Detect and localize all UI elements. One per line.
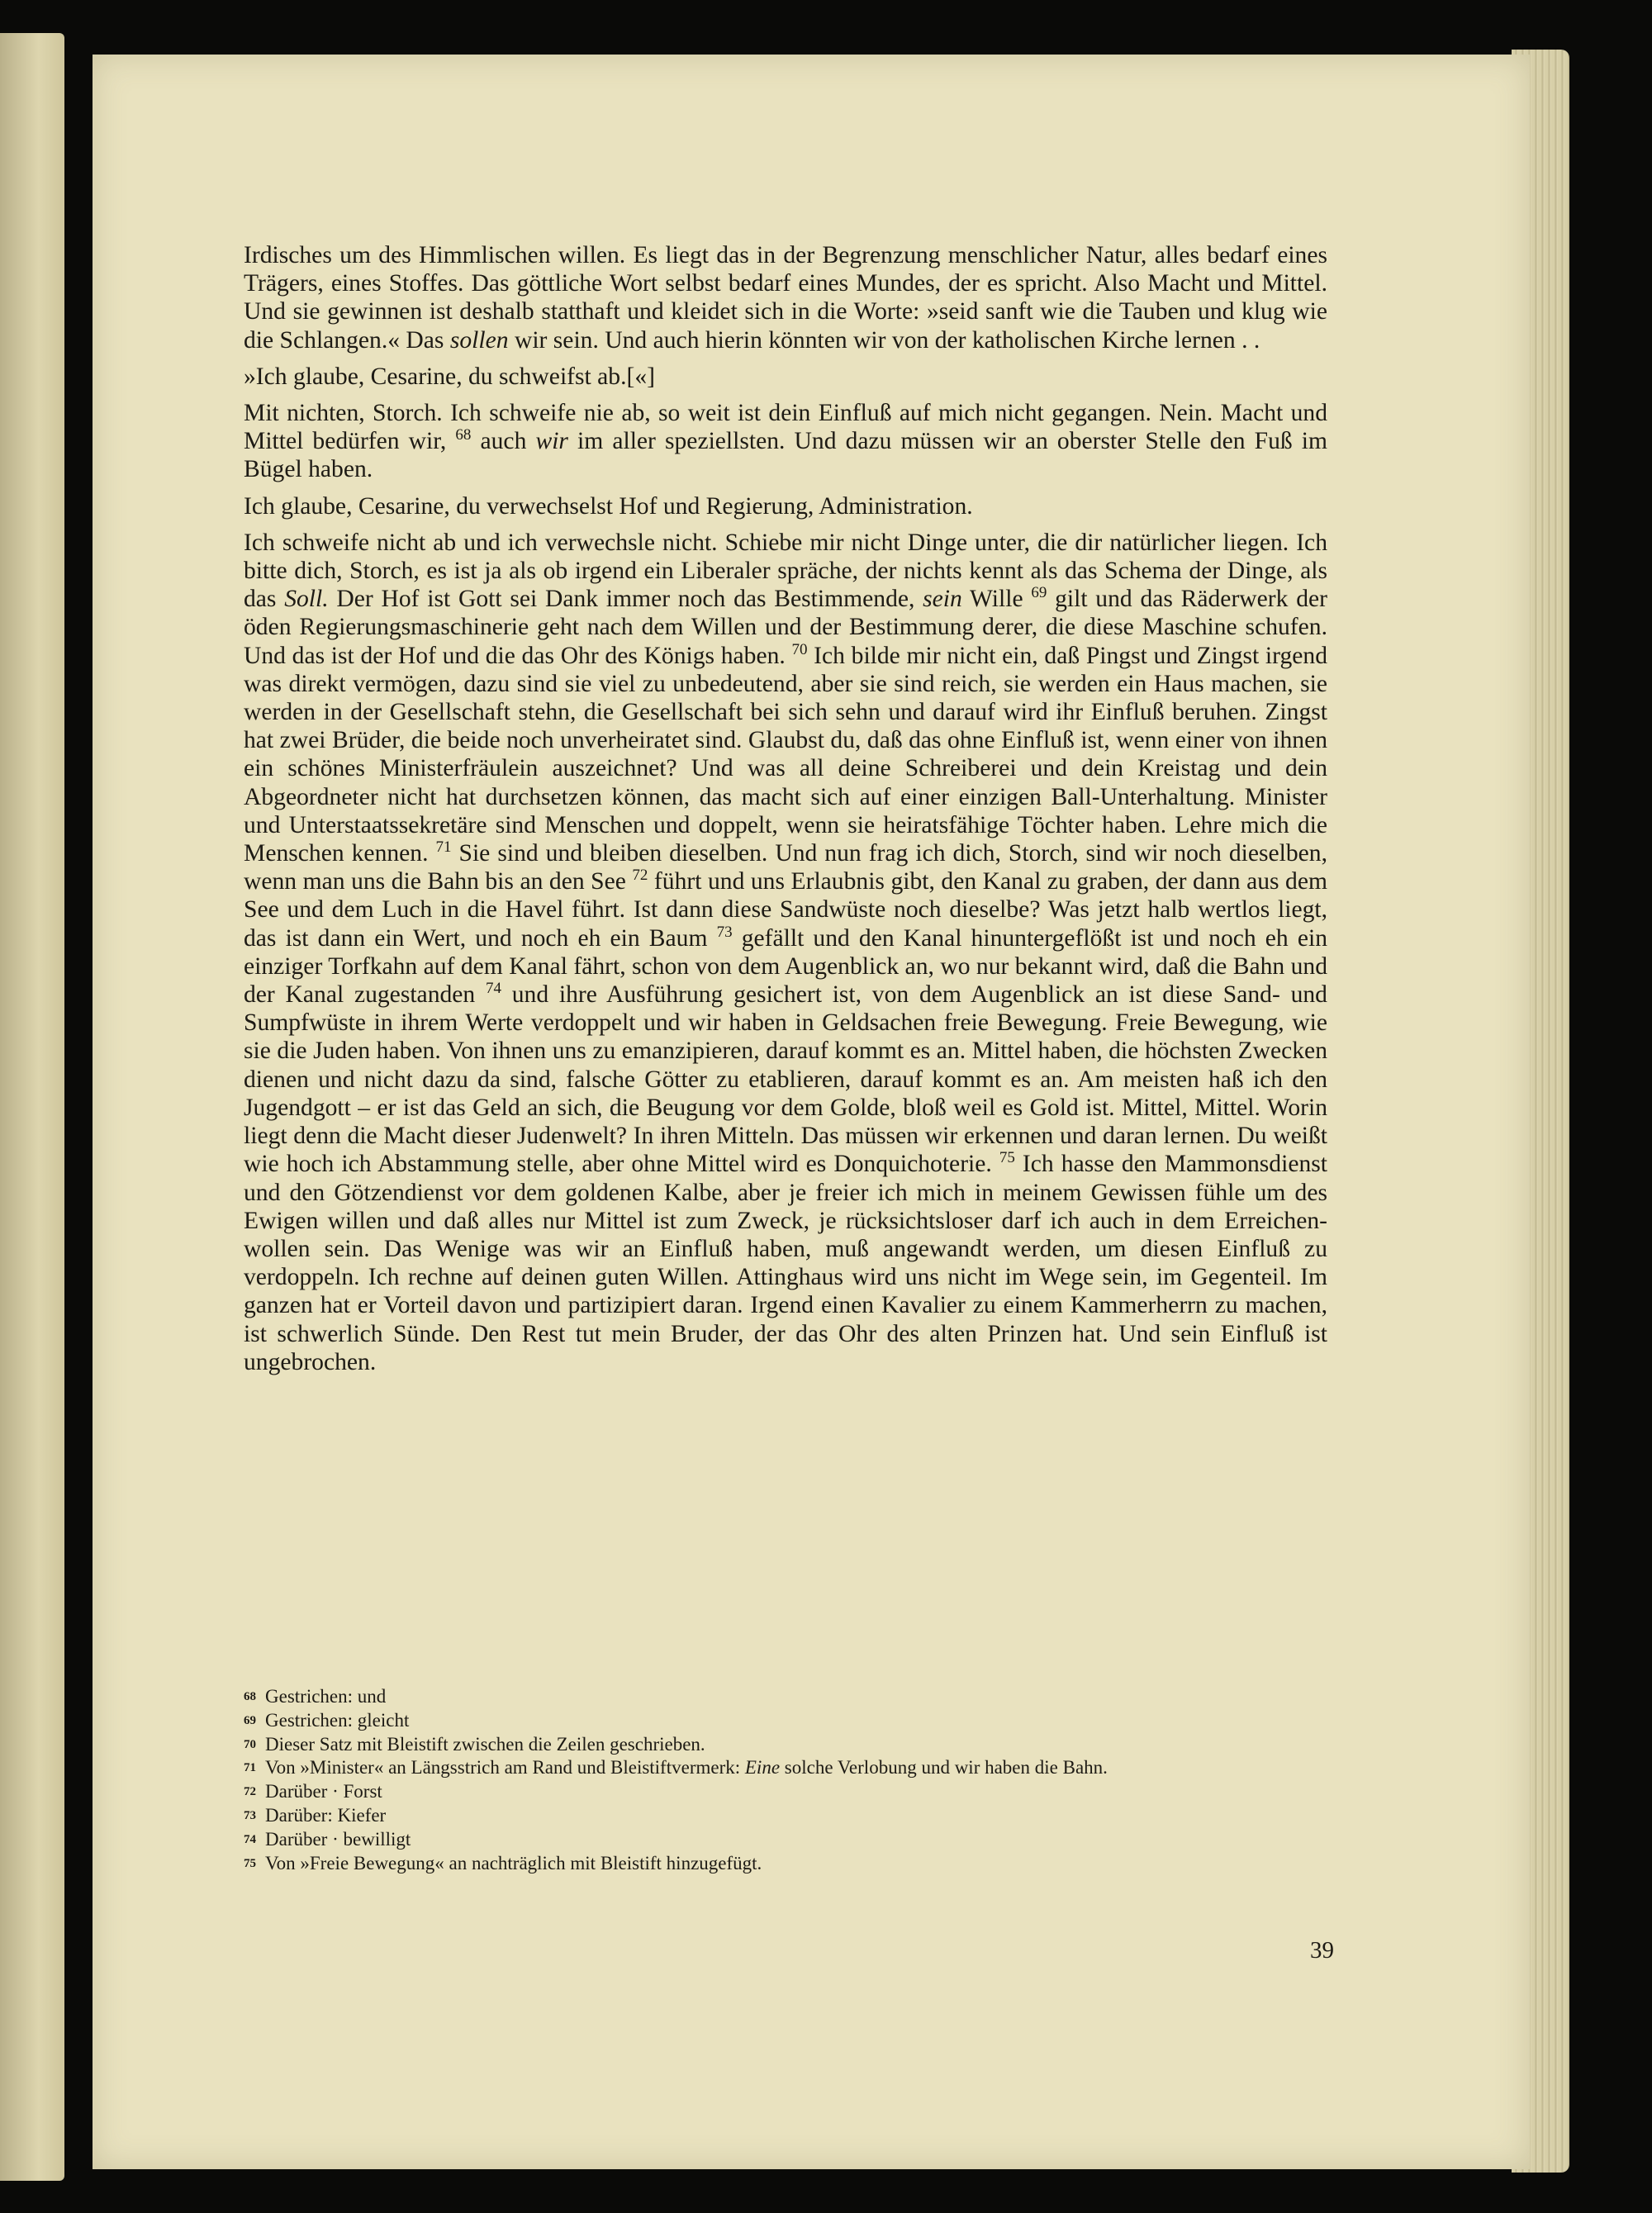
- footnote-number: 75: [244, 1856, 256, 1870]
- paragraph: »Ich glaube, Cesarine, du schweifst ab.[«]: [244, 363, 655, 390]
- footnotes: [244, 1685, 1334, 1875]
- paragraph: Irdisches um des Himmlischen willen. Es liegt das in der Begrenzung menschlicher Natur, alles bedarf eines Trägers, eines Stoffes. Das göttliche Wort selbst bedarf eines Mundes, der es spricht. Also Macht und Mittel. Und sie gewinnen ist deshalb statthaft und kleidet sich in die Worte: »seid sanft wie die Tauben und klug wie die Schlangen.« Das sollen wir sein. Und auch hierin könnten wir von der katholischen Kirche lernen . .: [244, 242, 1327, 354]
- footnote-text: Darüber · Forst: [265, 1781, 382, 1802]
- footnote-ref: 71: [435, 838, 452, 857]
- footnote-text: Darüber: Kiefer: [265, 1804, 387, 1826]
- footnote: [244, 1756, 1334, 1780]
- footnote-number: 71: [244, 1761, 256, 1775]
- footnote-ref: 73: [716, 923, 733, 941]
- footnote-number: 72: [244, 1785, 256, 1799]
- footnote-number: 69: [244, 1713, 256, 1727]
- previous-page-edge: [0, 33, 64, 2181]
- page-number: 39: [1310, 1937, 1334, 1964]
- footnote: [244, 1709, 1334, 1733]
- paragraph: Ich schweife nicht ab und ich verwechsle nicht. Schiebe mir nicht Dinge unter, die dir natürlicher liegen. Ich bitte dich, Storch, es ist ja als ob irgend ein Liberaler spräche, der nichts kennt als das Schema der Dinge, als das Soll. Der Hof ist Gott sei Dank immer noch das Bestimmende, sein Wille $^{69}$ gilt und das Räderwerk der öden Regierungsmaschinerie geht nach dem Willen und der Bestimmung derer, die diese Maschine schufen. Und das ist der Hof und die das Ohr des Königs haben. $^{70}$ Ich bilde mir nicht ein, daß Pingst und Zingst irgend was direkt vermögen, dazu sind sie viel zu unbedeutend, aber sie sind reich, sie werden ein Haus machen, sie werden in der Gesellschaft stehn, die Gesellschaft bei sich sehn und darauf wird ihr Einfluß beruhen. Zingst hat zwei Brüder, die beide noch unverheiratet sind. Glaubst du, daß das ohne Einfluß ist, wenn einer von ihnen ein schönes Ministerfräulein auszeichnet? Und was all deine Schreiberei und dein Kreistag und dein Abgeordneter nicht hat durchsetzen können, das macht sich auf einer einzigen Ball-Unterhaltung. Minister und Unterstaatssekretäre sind Menschen und doppelt, wenn sie heiratsfähige Töchter haben. Lehre mich die Menschen kennen. $^{71}$ Sie sind und bleiben dieselben. Und nun frag ich dich, Storch, sind wir noch dieselben, wenn man uns die Bahn bis an den See $^{72}$ führt und uns Erlaubnis gibt, den Kanal zu graben, der dann aus dem See und dem Luch in die Havel führt. Ist dann diese Sandwüste noch dieselbe? Was jetzt halb wertlos liegt, das ist dann ein Wert, und noch eh ein Baum $^{73}$ gefällt und den Kanal hinuntergeflößt ist und noch eh ein einziger Torfkahn auf dem Kanal fährt, schon von dem Augenblick an, wo nur bekannt wird, daß die Bahn und der Kanal zugestanden $^{74}$ und ihre Ausführung gesichert ist, von dem Augenblick an ist diese Sand- und Sumpfwüste in ihrem Werte verdoppelt und wir haben in Geldsachen freie Bewegung. Freie Bewegung, wie sie die Juden haben. Von ihnen uns zu emanzipieren, darauf kommt es an. Mittel haben, die höchsten Zwecken dienen und nicht dazu da sind, falsche Götter zu etablieren, darauf kommt es an. Am meisten haß ich den Jugendgott – er ist das Geld an sich, die Beugung vor dem Golde, bloß weil es Gold ist. Mittel, Mittel. Worin liegt denn die Macht dieser Judenwelt? In ihren Mitteln. Das müssen wir erkennen und daran lernen. Du weißt wie hoch ich Abstammung stelle, aber ohne Mittel wird es Donquichoterie. $^{75}$ Ich hasse den Mammonsdienst und den Götzendienst vor dem goldenen Kalbe, aber je freier ich mich in meinem Gewissen fühle um des Ewigen willen und daß alles nur Mittel ist zum Zweck, je rücksichtsloser darf ich auch in dem Erreichen-wollen sein. Das Wenige was wir an Einfluß haben, muß angewandt werden, um diesen Einfluß zu verdoppeln. Ich rechne auf deinen guten Willen. Attinghaus wird uns nicht im Wege sein, im Gegenteil. Im ganzen hat er Vorteil davon und partizipiert daran. Irgend einen Kavalier zu einem Kammerherrn zu machen, ist schwerlich Sünde. Den Rest tut mein Bruder, der das Ohr des alten Prinzen hat. Und sein Einfluß ist ungebrochen.: [244, 529, 1328, 1375]
- paragraph: Ich glaube, Cesarine, du verwechselst Hof und Regierung, Administration.: [244, 492, 973, 520]
- footnote-ref: 68: [455, 426, 472, 444]
- footnote: [244, 1828, 1334, 1852]
- footnote: [244, 1685, 1334, 1709]
- footnote-ref: 69: [1031, 584, 1047, 602]
- footnote-number: 68: [244, 1690, 256, 1703]
- footnote-text: Von »Freie Bewegung« an nachträglich mit Bleistift hinzugefügt.: [265, 1852, 762, 1873]
- footnote-text: Gestrichen: gleicht: [265, 1709, 410, 1731]
- footnote-text: Dieser Satz mit Bleistift zwischen die Zeilen geschrieben.: [265, 1733, 705, 1755]
- footnote: [244, 1804, 1334, 1828]
- footnote-ref: 70: [791, 640, 808, 658]
- footnote-text: Von »Minister« an Längsstrich am Rand und Bleistiftvermerk: Eine solche Verlobung und wir haben die Bahn.: [265, 1757, 1108, 1778]
- footnote-number: 70: [244, 1737, 256, 1751]
- emphasis: Soll.: [284, 586, 329, 613]
- footnote-number: 73: [244, 1808, 256, 1822]
- footnote: [244, 1780, 1334, 1804]
- footnote-ref: 75: [999, 1149, 1015, 1167]
- footnote-text: Darüber · bewilligt: [265, 1828, 411, 1850]
- footnote-ref: 74: [485, 980, 501, 998]
- emphasis: sollen: [449, 326, 509, 354]
- footnote: [244, 1852, 1334, 1876]
- emphasis: wir: [535, 428, 568, 455]
- footnote-ref: 72: [632, 867, 648, 885]
- emphasis: sein: [923, 586, 962, 613]
- footnote-number: 74: [244, 1832, 256, 1846]
- paragraph: Mit nichten, Storch. Ich schweife nie ab, so weit ist dein Einfluß auf mich nicht gegangen. Nein. Macht und Mittel bedürfen wir, $^{68}$ auch wir im aller speziellsten. Und dazu müssen wir an oberster Stelle den Fuß im Bügel haben.: [244, 400, 1327, 483]
- main-text: [244, 241, 1327, 1384]
- footnote-text: Gestrichen: und: [265, 1686, 387, 1707]
- footnote: [244, 1733, 1334, 1757]
